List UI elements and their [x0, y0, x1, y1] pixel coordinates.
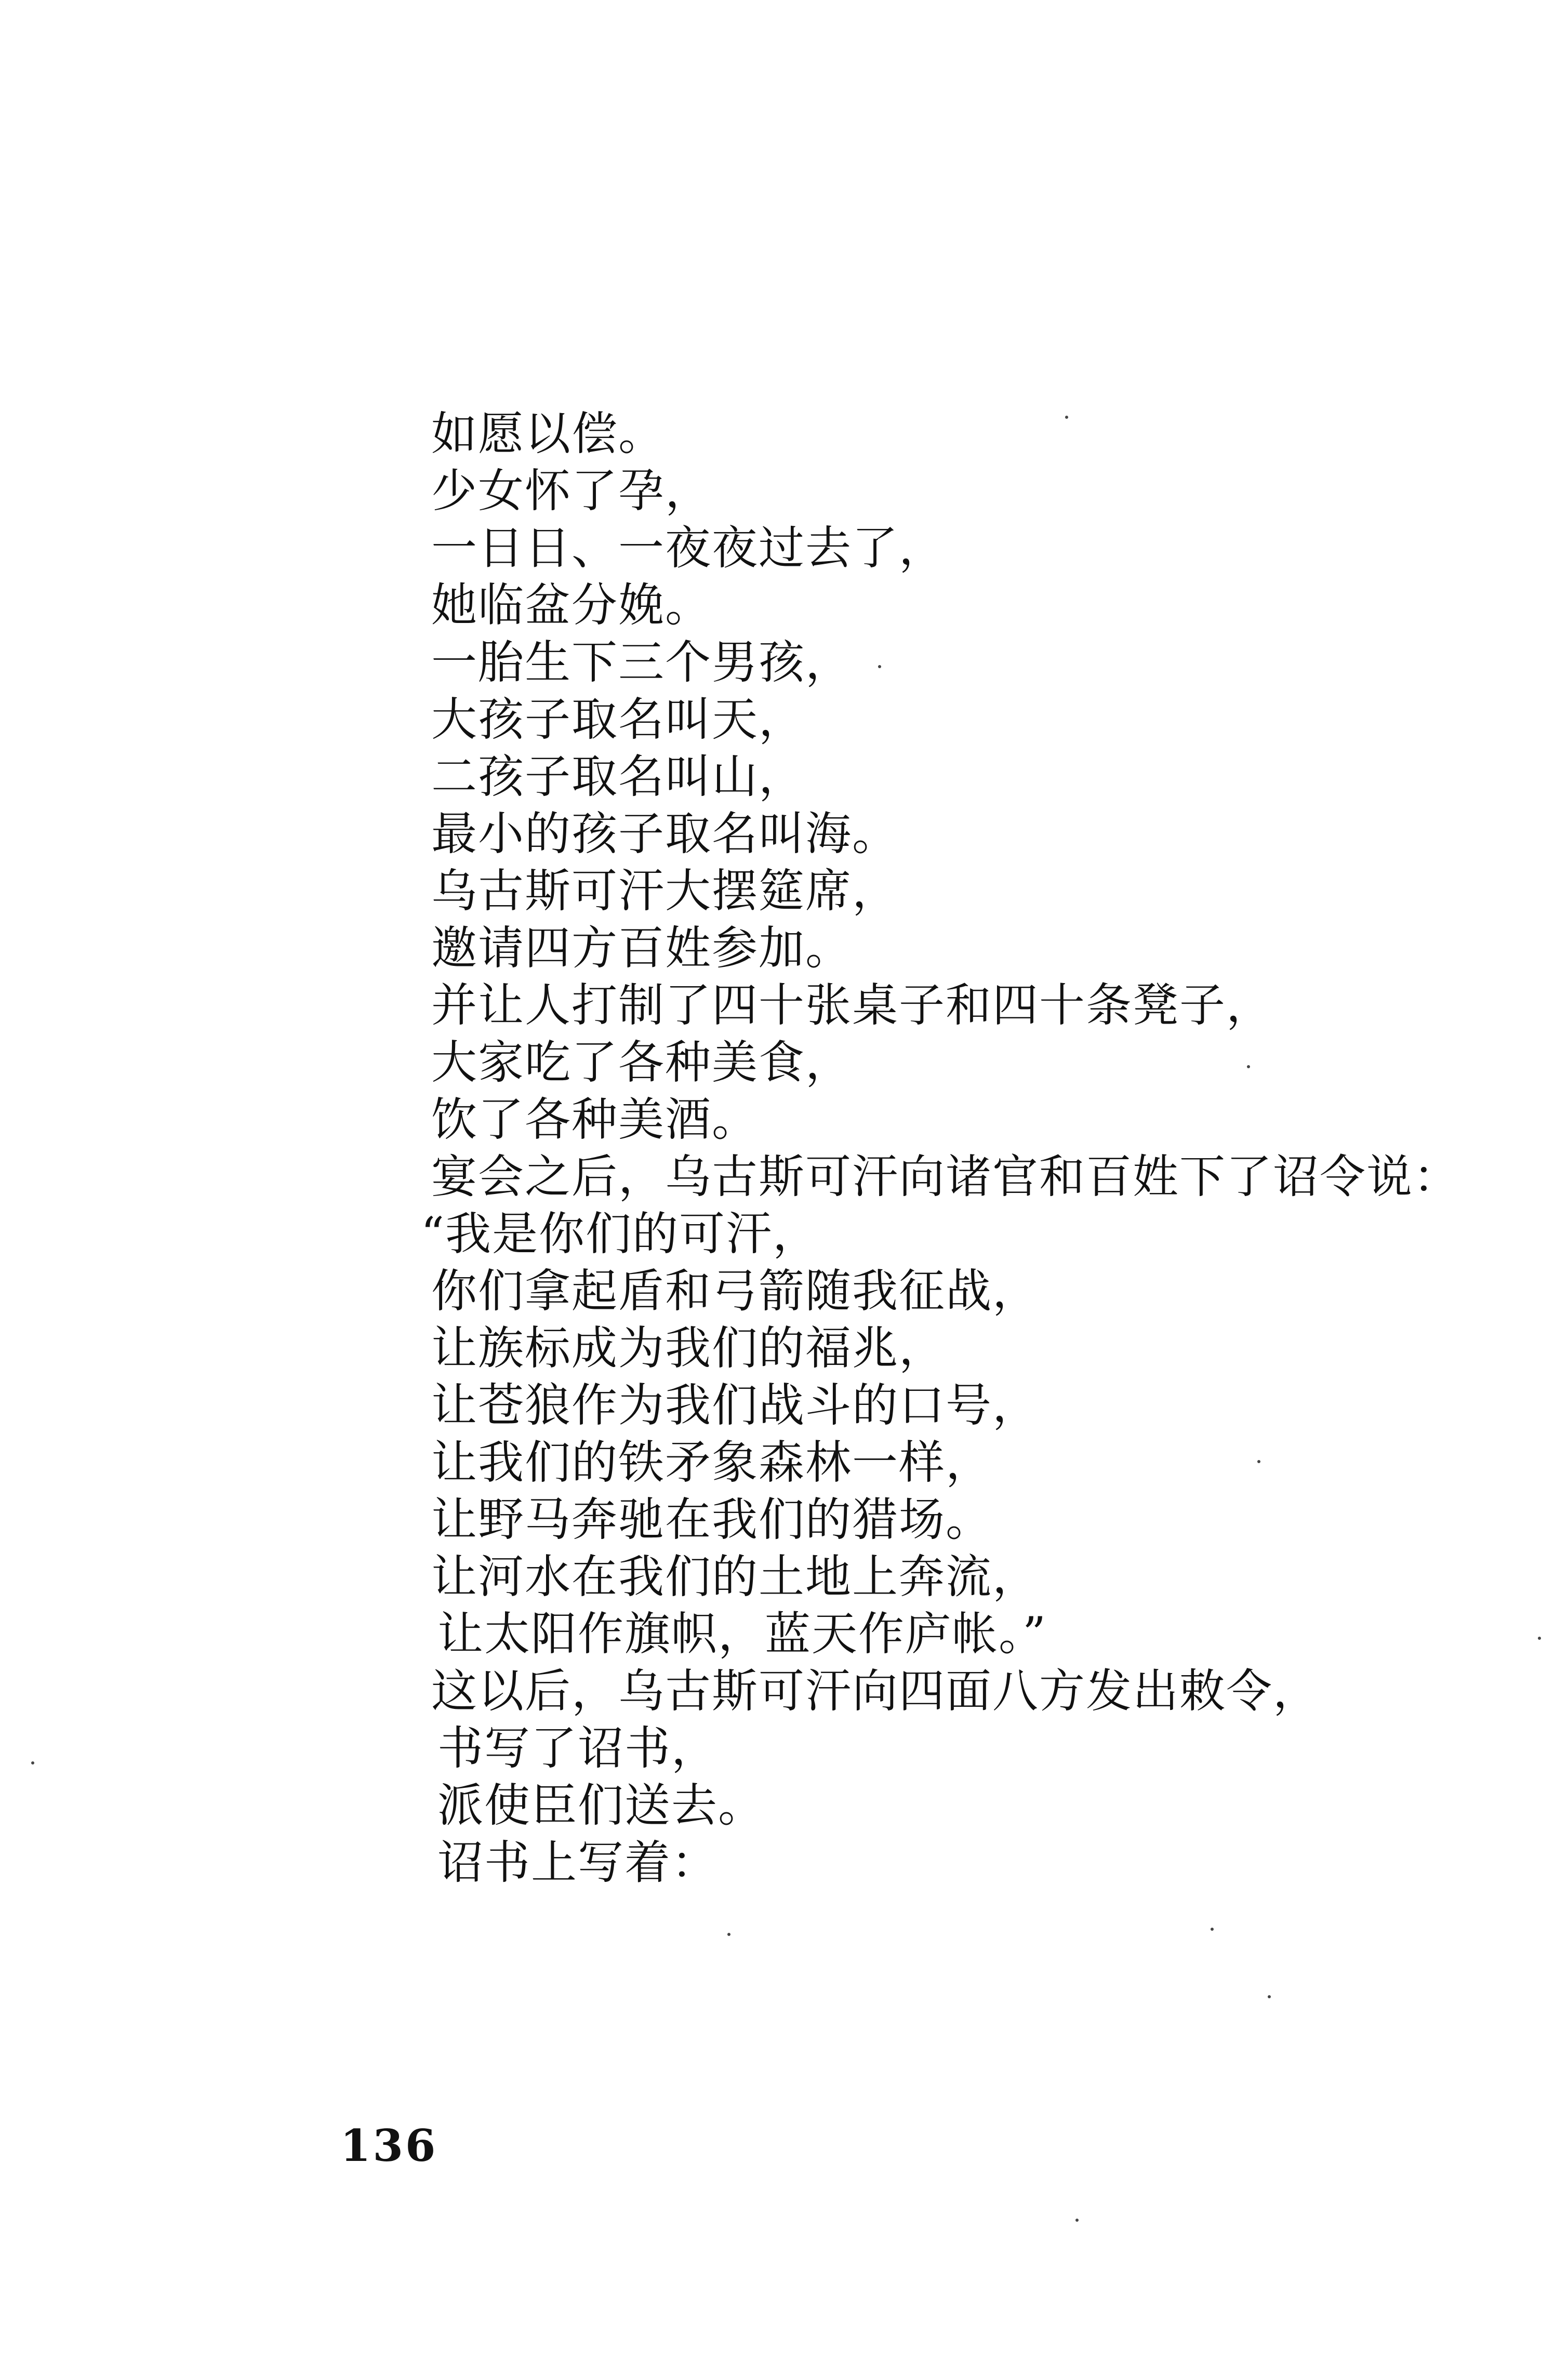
poem-line: 少女怀了孕，	[431, 464, 712, 517]
poem-line: 让野马奔驰在我们的猎场。	[431, 1493, 993, 1546]
poem-line: 派使臣们送去。	[437, 1779, 765, 1832]
scan-speck	[878, 665, 881, 668]
scan-speck	[1065, 416, 1068, 419]
scan-speck	[727, 1933, 730, 1936]
poem-line: 如愿以偿。	[431, 407, 666, 460]
scan-speck	[1247, 1065, 1250, 1068]
poem-line: 乌古斯可汗大摆筵席，	[431, 864, 899, 918]
scan-speck	[1211, 1928, 1214, 1931]
poem-line: 让河水在我们的土地上奔流，	[431, 1550, 1040, 1603]
scan-speck	[1538, 1637, 1541, 1640]
scan-speck	[1257, 1460, 1260, 1463]
poem-line: “我是你们的可汗，	[421, 1207, 819, 1260]
poem-line: 你们拿起盾和弓箭随我征战，	[431, 1264, 1040, 1318]
poem-line: 让族标成为我们的福兆，	[431, 1321, 946, 1375]
poem-line: 让太阳作旗帜，蓝天作庐帐。”	[437, 1607, 1047, 1661]
poem-line: 让苍狼作为我们战斗的口号，	[431, 1378, 1040, 1432]
poem-text	[421, 405, 1470, 1891]
poem-line: 一胎生下三个男孩，	[431, 635, 853, 689]
poem-line: 大家吃了各种美食，	[431, 1036, 853, 1089]
poem-line: 大孩子取名叫天，	[431, 693, 806, 746]
poem-line: 饮了各种美酒。	[431, 1093, 759, 1146]
poem-line: 二孩子取名叫山，	[431, 750, 806, 803]
page-number: 136	[340, 2120, 438, 2171]
poem-line: 诏书上写着：	[437, 1836, 719, 1889]
poem-line: 并让人打制了四十张桌子和四十条凳子，	[431, 978, 1273, 1032]
poem-line: 她临盆分娩。	[431, 578, 712, 632]
poem-line: 一日日、一夜夜过去了，	[431, 521, 946, 575]
poem-line: 这以后，乌古斯可汗向四面八方发出敕令，	[431, 1664, 1320, 1718]
scan-speck	[1075, 2219, 1079, 2222]
scan-speck	[31, 1761, 34, 1764]
poem-line: 宴会之后，乌古斯可汗向诸官和百姓下了诏令说：	[431, 1150, 1460, 1203]
poem-line: 让我们的铁矛象森林一样，	[431, 1436, 993, 1489]
poem-line: 邀请四方百姓参加。	[431, 921, 853, 975]
poem-line: 书写了诏书，	[437, 1721, 719, 1775]
poem-line: 最小的孩子取名叫海。	[431, 807, 899, 860]
scan-speck	[1268, 1995, 1271, 1998]
